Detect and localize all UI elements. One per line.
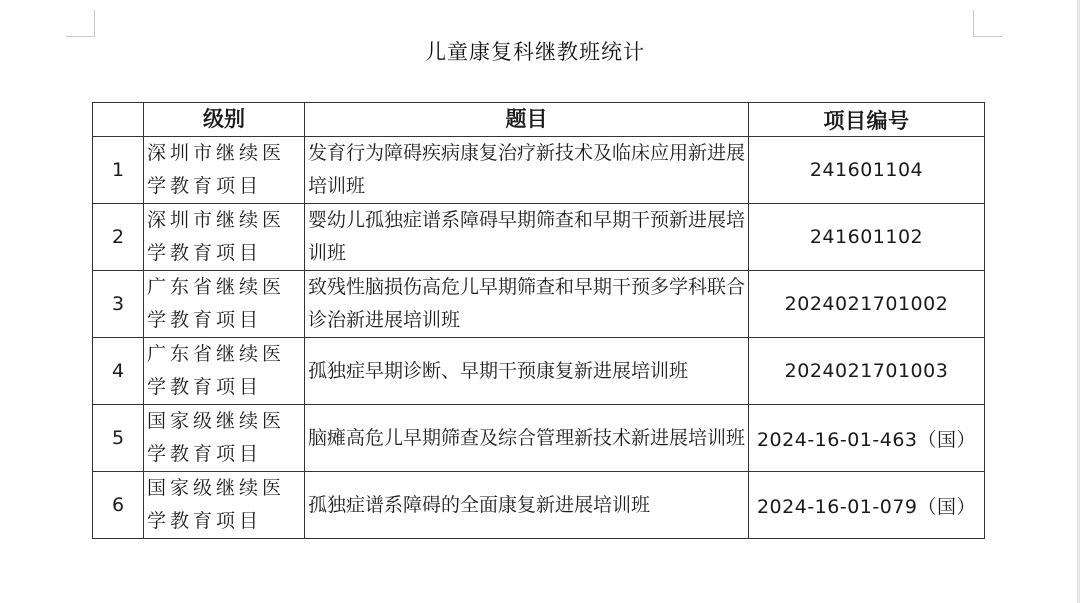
row-index: 5 [93, 405, 144, 472]
table-row [93, 405, 985, 472]
row-level: 广东省继续医学教育项目 [144, 271, 305, 338]
row-index: 6 [93, 472, 144, 539]
row-code: 241601102 [749, 204, 985, 271]
row-level: 深圳市继续医学教育项目 [144, 137, 305, 204]
row-code: 241601104 [749, 137, 985, 204]
page-corner-mark-top-right [973, 10, 1002, 37]
row-index: 2 [93, 204, 144, 271]
header-level: 级别 [144, 103, 305, 137]
row-index: 3 [93, 271, 144, 338]
row-code: 2024-16-01-079（国） [749, 472, 985, 539]
table-header-row [93, 103, 985, 137]
row-topic: 发育行为障碍疾病康复治疗新技术及临床应用新进展培训班 [305, 137, 749, 204]
header-index [93, 103, 144, 137]
row-index: 1 [93, 137, 144, 204]
row-topic: 致残性脑损伤高危儿早期筛查和早期干预多学科联合诊治新进展培训班 [305, 271, 749, 338]
table-row [93, 338, 985, 405]
page-corner-mark-top-left [66, 10, 95, 37]
row-level: 深圳市继续医学教育项目 [144, 204, 305, 271]
row-level: 国家级继续医学教育项目 [144, 405, 305, 472]
table-row [93, 271, 985, 338]
row-topic: 婴幼儿孤独症谱系障碍早期筛查和早期干预新进展培训班 [305, 204, 749, 271]
statistics-table [92, 102, 985, 539]
row-level: 国家级继续医学教育项目 [144, 472, 305, 539]
header-code: 项目编号 [749, 103, 985, 137]
table-row [93, 472, 985, 539]
row-topic: 脑瘫高危儿早期筛查及综合管理新技术新进展培训班 [305, 405, 749, 472]
row-level: 广东省继续医学教育项目 [144, 338, 305, 405]
row-code: 2024021701002 [749, 271, 985, 338]
row-index: 4 [93, 338, 144, 405]
row-topic: 孤独症早期诊断、早期干预康复新进展培训班 [305, 338, 749, 405]
header-topic: 题目 [305, 103, 749, 137]
row-code: 2024-16-01-463（国） [749, 405, 985, 472]
table-row [93, 137, 985, 204]
document-title: 儿童康复科继教班统计 [425, 40, 645, 64]
row-topic: 孤独症谱系障碍的全面康复新进展培训班 [305, 472, 749, 539]
table-row [93, 204, 985, 271]
row-code: 2024021701003 [749, 338, 985, 405]
